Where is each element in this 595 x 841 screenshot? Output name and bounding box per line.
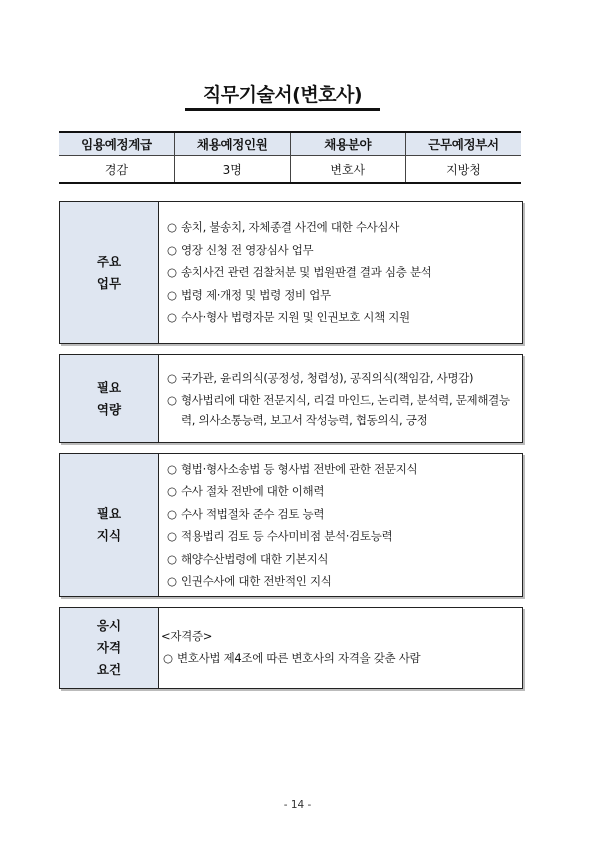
- label-line: 자격: [96, 640, 122, 655]
- section-label: [60, 608, 159, 688]
- circle-bullet-icon: ○: [167, 392, 177, 407]
- list-item: ○ 송치, 불송치, 자체종결 사건에 대한 수사심사: [167, 216, 522, 239]
- section-required-competency: [59, 354, 523, 443]
- circle-bullet-icon: ○: [167, 371, 177, 386]
- value-department: 지방청: [406, 156, 522, 184]
- list-item: ○ 수사 적법절차 준수 검토 능력: [167, 503, 522, 526]
- list-item: ○ 영장 신청 전 영장심사 업무: [167, 239, 522, 262]
- section-content: [159, 608, 522, 688]
- list-item: ○ 적용법리 검토 등 수사미비점 분석·검토능력: [167, 525, 522, 548]
- document-title: 직무기술서(변호사): [202, 84, 363, 106]
- section-label: [60, 202, 159, 343]
- section-content: [159, 355, 522, 442]
- value-headcount: 3명: [175, 156, 291, 184]
- summary-header-row: [59, 132, 521, 156]
- recruitment-summary-table: [59, 131, 521, 184]
- circle-bullet-icon: ○: [167, 529, 177, 543]
- circle-bullet-icon: ○: [167, 287, 177, 302]
- label-line: 응시: [96, 618, 122, 633]
- label-line: 지식: [96, 528, 122, 543]
- section-eligibility: [59, 607, 523, 689]
- header-headcount: 채용예정인원: [175, 132, 291, 156]
- label-line: 요건: [96, 662, 122, 677]
- circle-bullet-icon: ○: [167, 220, 177, 235]
- list-item: ○ 국가관, 윤리의식(공정성, 청렴성), 공직의식(책임감, 사명감): [167, 367, 518, 390]
- circle-bullet-icon: ○: [167, 310, 177, 325]
- header-rank: 임용예정계급: [59, 132, 175, 156]
- label-line: 역량: [96, 401, 122, 417]
- circle-bullet-icon: ○: [163, 651, 173, 665]
- title-underline: [185, 108, 380, 111]
- section-main-duties: [59, 201, 523, 344]
- list-item: ○ 인권수사에 대한 전반적인 지식: [167, 570, 522, 593]
- value-rank: 경감: [59, 156, 175, 184]
- circle-bullet-icon: ○: [167, 461, 177, 476]
- circle-bullet-icon: ○: [167, 574, 177, 588]
- list-item: ○ 수사 절차 전반에 대한 이해력: [167, 480, 522, 503]
- certificate-heading: <자격증>: [161, 629, 213, 643]
- page-number: - 14 -: [283, 799, 312, 811]
- section-content: [159, 454, 522, 596]
- label-line: 주요: [96, 253, 122, 269]
- list-item: ○ 법령 제·개정 및 법령 정비 업무: [167, 284, 522, 307]
- list-item: ○ 변호사법 제4조에 따른 변호사의 자격을 갖춘 사람: [163, 647, 522, 670]
- list-item: ○ 형법·형사소송법 등 형사법 전반에 관한 전문지식: [167, 458, 522, 481]
- value-field: 변호사: [290, 156, 406, 184]
- label-line: 필요: [96, 506, 122, 521]
- list-item: ○ 수사·형사 법령자문 지원 및 인권보호 시책 지원: [167, 306, 522, 329]
- circle-bullet-icon: ○: [167, 506, 177, 521]
- circle-bullet-icon: ○: [167, 551, 177, 566]
- section-label: [60, 355, 159, 442]
- section-content: [159, 202, 522, 343]
- list-item: ○ 해양수산법령에 대한 기본지식: [167, 548, 522, 571]
- header-department: 근무예정부서: [406, 132, 522, 156]
- circle-bullet-icon: ○: [167, 265, 177, 280]
- list-item: ○ 형사법리에 대한 전문지식, 리걸 마인드, 논리력, 분석력, 문제해결능력, 의사소통능력, 보고서 작성능력, 협동의식, 긍정: [167, 390, 518, 430]
- list-item: ○ 송치사건 관련 검찰처분 및 법원판결 결과 심층 분석: [167, 261, 522, 284]
- header-field: 채용분야: [290, 132, 406, 156]
- label-line: 업무: [96, 275, 122, 291]
- circle-bullet-icon: ○: [167, 484, 177, 498]
- circle-bullet-icon: ○: [167, 242, 177, 257]
- label-line: 필요: [96, 379, 122, 395]
- section-label: [60, 454, 159, 596]
- summary-value-row: [59, 156, 521, 184]
- section-required-knowledge: [59, 453, 523, 597]
